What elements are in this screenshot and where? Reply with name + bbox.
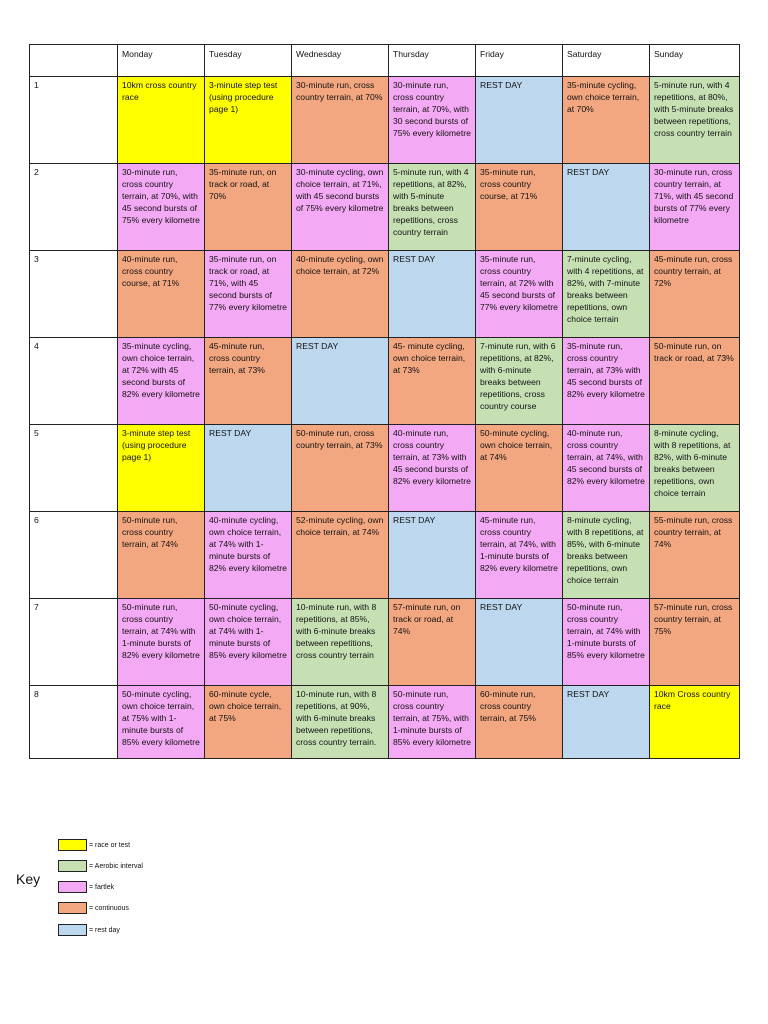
key-text: = rest day [89, 926, 120, 934]
day-header: Wednesday [292, 45, 389, 77]
key-swatch [58, 860, 87, 872]
key-label: Key [16, 871, 41, 887]
week-header-cell [30, 45, 118, 77]
week-row [30, 599, 740, 686]
week-number: 7 [30, 599, 118, 686]
day-header: Thursday [389, 45, 476, 77]
week-row [30, 251, 740, 338]
session-cell-race: 3-minute step test (using procedure page 1) [205, 77, 292, 164]
session-cell-rest: REST DAY [205, 425, 292, 512]
session-cell-continuous: 35-minute run, cross country course, at 71% [476, 164, 563, 251]
plan-body [30, 77, 740, 759]
session-cell-continuous: 35-minute run, on track or road, at 70% [205, 164, 292, 251]
week-number: 5 [30, 425, 118, 512]
session-cell-aerobic: 8-minute cycling, with 8 repetitions, at 82%, with 6-minute breaks between repetitions, own choice terrain [650, 425, 740, 512]
session-cell-fartlek: 40-minute run, cross country terrain, at 74%, with 45 second bursts of 82% every kilometre [563, 425, 650, 512]
key-swatch [58, 881, 87, 893]
session-cell-aerobic: 5-minute run, with 4 repetitions, at 82%, with 5-minute breaks between repetitions, cross country terrain [389, 164, 476, 251]
session-cell-fartlek: 35-minute cycling, own choice terrain, at 72% with 45 second bursts of 82% every kilometre [118, 338, 205, 425]
session-cell-aerobic: 5-minute run, with 4 repetitions, at 80%, with 5-minute breaks between repetitions, cross country terrain [650, 77, 740, 164]
training-plan-table [29, 44, 740, 759]
week-row [30, 164, 740, 251]
session-cell-race: 3-minute step test (using procedure page 1) [118, 425, 205, 512]
session-cell-fartlek: 40-minute cycling, own choice terrain, at 74% with 1-minute bursts of 82% every kilometre [205, 512, 292, 599]
session-cell-continuous: 60-minute cycle, own choice terrain, at 75% [205, 686, 292, 759]
session-cell-rest: REST DAY [389, 512, 476, 599]
session-cell-fartlek: 50-minute cycling, own choice terrain, at 75% with 1-minute bursts of 85% every kilometre [118, 686, 205, 759]
session-cell-fartlek: 50-minute cycling, own choice terrain, at 74% with 1-minute bursts of 85% every kilometre [205, 599, 292, 686]
session-cell-fartlek: 30-minute cycling, own choice terrain, at 71%, with 45 second bursts of 75% every kilometre [292, 164, 389, 251]
session-cell-aerobic: 8-minute cycling, with 8 repetitions, at 85%, with 6-minute breaks between repetitions, own choice terrain [563, 512, 650, 599]
week-number: 2 [30, 164, 118, 251]
key-swatch [58, 924, 87, 936]
session-cell-rest: REST DAY [476, 77, 563, 164]
session-cell-rest: REST DAY [563, 686, 650, 759]
session-cell-aerobic: 7-minute run, with 6 repetitions, at 82%, with 6-minute breaks between repetitions, cross country course [476, 338, 563, 425]
session-cell-continuous: 55-minute run, cross country terrain, at 74% [650, 512, 740, 599]
key-text: = race or test [89, 841, 131, 849]
session-cell-continuous: 50-minute cycling, own choice terrain, at 74% [476, 425, 563, 512]
session-cell-aerobic: 10-minute run, with 8 repetitions, at 85%, with 6-minute breaks between repetitions, cross country terrain [292, 599, 389, 686]
session-cell-aerobic: 10-minute run, with 8 repetitions, at 90%, with 6-minute breaks between repetitions, cross country terrain. [292, 686, 389, 759]
day-header: Monday [118, 45, 205, 77]
session-cell-continuous: 50-minute run, cross country terrain, at 73% [292, 425, 389, 512]
session-cell-fartlek: 35-minute run, cross country terrain, at 72% with 45 second bursts of 77% every kilometre [476, 251, 563, 338]
session-cell-continuous: 45- minute cycling, own choice terrain, at 73% [389, 338, 476, 425]
session-cell-aerobic: 7-minute cycling, with 4 repetitions, at 82%, with 7-minute breaks between repetitions, own choice terrain [563, 251, 650, 338]
session-cell-continuous: 60-minute run, cross country terrain, at 75% [476, 686, 563, 759]
session-cell-continuous: 30-minute run, cross country terrain, at 70% [292, 77, 389, 164]
key-item-fartlek [58, 880, 114, 894]
session-cell-continuous: 35-minute cycling, own choice terrain, at 70% [563, 77, 650, 164]
key-item-continuous [58, 901, 129, 915]
session-cell-continuous: 50-minute run, cross country terrain, at 74% [118, 512, 205, 599]
session-cell-rest: REST DAY [389, 251, 476, 338]
week-number: 4 [30, 338, 118, 425]
session-cell-rest: REST DAY [476, 599, 563, 686]
session-cell-continuous: 50-minute run, on track or road, at 73% [650, 338, 740, 425]
week-row [30, 77, 740, 164]
week-row [30, 338, 740, 425]
key-text: = continuous [89, 904, 129, 912]
key-item-race [58, 838, 130, 852]
week-number: 8 [30, 686, 118, 759]
day-header: Tuesday [205, 45, 292, 77]
session-cell-continuous: 40-minute cycling, own choice terrain, at 72% [292, 251, 389, 338]
session-cell-continuous: 57-minute run, cross country terrain, at 75% [650, 599, 740, 686]
week-row [30, 512, 740, 599]
week-row [30, 686, 740, 759]
session-cell-fartlek: 40-minute run, cross country terrain, at 73% with 45 second bursts of 82% every kilometre [389, 425, 476, 512]
session-cell-fartlek: 45-minute run, cross country terrain, at 74%, with 1-minute bursts of 82% every kilometre [476, 512, 563, 599]
session-cell-continuous: 40-minute run, cross country course, at 71% [118, 251, 205, 338]
session-cell-fartlek: 50-minute run, cross country terrain, at 75%, with 1-minute bursts of 85% every kilometre [389, 686, 476, 759]
key-item-rest [58, 923, 120, 937]
week-number: 6 [30, 512, 118, 599]
session-cell-continuous: 57-minute run, on track or road, at 74% [389, 599, 476, 686]
session-cell-fartlek: 35-minute run, cross country terrain, at 73% with 45 second bursts of 82% every kilometre [563, 338, 650, 425]
session-cell-fartlek: 30-minute run, cross country terrain, at 70%, with 30 second bursts of 75% every kilometre [389, 77, 476, 164]
day-header: Sunday [650, 45, 740, 77]
day-header: Friday [476, 45, 563, 77]
day-header: Saturday [563, 45, 650, 77]
key-item-aerobic [58, 859, 143, 873]
session-cell-fartlek: 30-minute run, cross country terrain, at 70%, with 45 second bursts of 75% every kilometre [118, 164, 205, 251]
session-cell-race: 10km Cross country race [650, 686, 740, 759]
session-cell-continuous: 45-minute run, cross country terrain, at 73% [205, 338, 292, 425]
key-swatch [58, 902, 87, 914]
session-cell-fartlek: 50-minute run, cross country terrain, at 74% with 1-minute bursts of 85% every kilometre [563, 599, 650, 686]
week-row [30, 425, 740, 512]
session-cell-race: 10km cross country race [118, 77, 205, 164]
week-number: 1 [30, 77, 118, 164]
session-cell-continuous: 45-minute run, cross country terrain, at 72% [650, 251, 740, 338]
session-cell-fartlek: 30-minute run, cross country terrain, at 71%, with 45 second bursts of 77% every kilometre [650, 164, 740, 251]
session-cell-fartlek: 50-minute run, cross country terrain, at 74% with 1-minute bursts of 82% every kilometre [118, 599, 205, 686]
session-cell-continuous: 52-minute cycling, own choice terrain, at 74% [292, 512, 389, 599]
key-text: = Aerobic interval [89, 862, 143, 870]
session-cell-rest: REST DAY [563, 164, 650, 251]
header-row [30, 45, 740, 77]
key-text: = fartlek [89, 883, 115, 891]
week-number: 3 [30, 251, 118, 338]
session-cell-rest: REST DAY [292, 338, 389, 425]
session-cell-fartlek: 35-minute run, on track or road, at 71%, with 45 second bursts of 77% every kilometre [205, 251, 292, 338]
key-swatch [58, 839, 87, 851]
